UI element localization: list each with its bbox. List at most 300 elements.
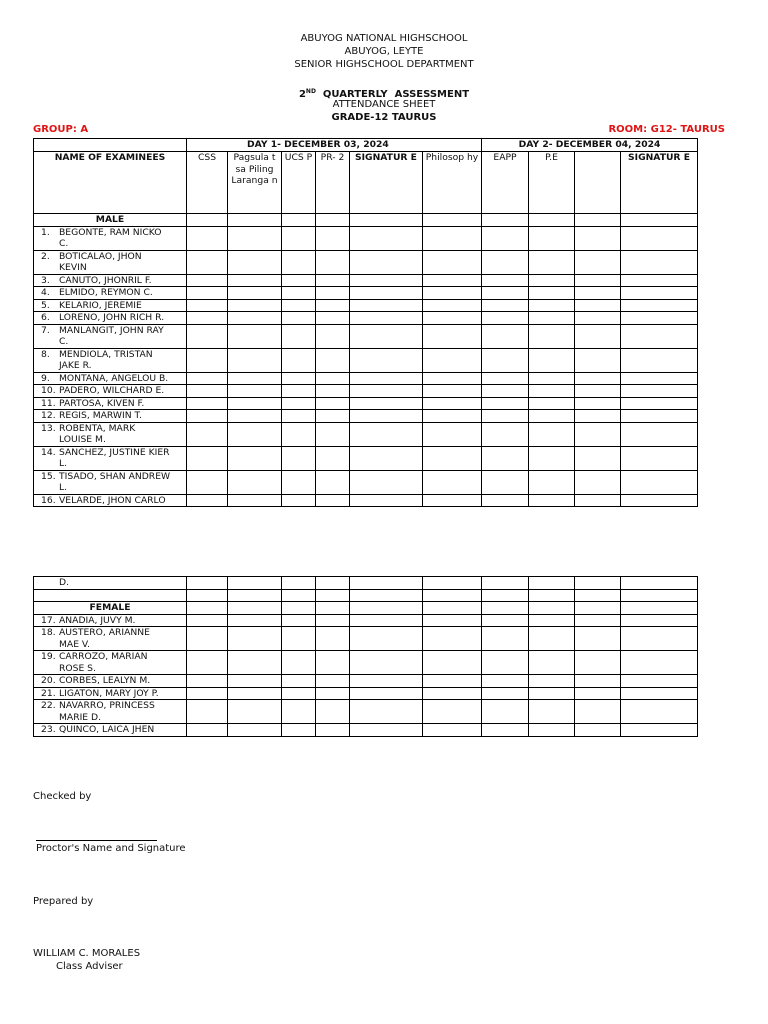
attendance-cell[interactable]: [316, 312, 350, 325]
attendance-cell[interactable]: [350, 274, 423, 287]
attendance-cell[interactable]: [529, 312, 575, 325]
examinee-name-cell: [34, 614, 187, 627]
room-label: ROOM: G12- TAURUS: [608, 124, 725, 135]
attendance-cell[interactable]: [187, 446, 228, 470]
attendance-cell[interactable]: [529, 397, 575, 410]
examinee-name: REGIS, MARWIN T.: [59, 410, 142, 421]
attendance-cell[interactable]: [423, 385, 482, 398]
attendance-cell[interactable]: [621, 324, 698, 348]
attendance-cell[interactable]: [282, 675, 316, 688]
attendance-cell[interactable]: [228, 627, 282, 651]
attendance-cell[interactable]: [350, 470, 423, 494]
attendance-cell[interactable]: [423, 397, 482, 410]
department-name: SENIOR HIGHSCHOOL DEPARTMENT: [294, 59, 474, 70]
attendance-cell[interactable]: [316, 687, 350, 700]
examinee-name: ROBENTA, MARK: [59, 422, 136, 434]
attendance-cell[interactable]: [575, 651, 621, 675]
attendance-cell[interactable]: [228, 324, 282, 348]
attendance-cell[interactable]: [282, 397, 316, 410]
attendance-cell[interactable]: [482, 287, 529, 300]
attendance-cell[interactable]: [575, 446, 621, 470]
attendance-cell[interactable]: [423, 470, 482, 494]
attendance-cell[interactable]: [621, 422, 698, 446]
attendance-cell[interactable]: [350, 446, 423, 470]
attendance-cell[interactable]: [316, 446, 350, 470]
attendance-cell[interactable]: [423, 274, 482, 287]
attendance-cell[interactable]: [423, 287, 482, 300]
attendance-cell[interactable]: [621, 250, 698, 274]
attendance-cell[interactable]: [575, 494, 621, 507]
attendance-cell[interactable]: [282, 724, 316, 737]
table-row: [34, 397, 698, 410]
attendance-cell[interactable]: [350, 372, 423, 385]
attendance-cell[interactable]: [228, 724, 282, 737]
attendance-cell[interactable]: [529, 724, 575, 737]
attendance-cell[interactable]: [575, 299, 621, 312]
attendance-cell[interactable]: [187, 226, 228, 250]
attendance-cell[interactable]: [350, 324, 423, 348]
attendance-cell[interactable]: [282, 651, 316, 675]
attendance-cell[interactable]: [423, 226, 482, 250]
attendance-cell[interactable]: [621, 687, 698, 700]
section-row-male: [34, 214, 698, 227]
attendance-cell[interactable]: [187, 324, 228, 348]
attendance-cell[interactable]: [482, 687, 529, 700]
table-row: [34, 687, 698, 700]
attendance-cell[interactable]: [529, 700, 575, 724]
examinee-name-cell: [34, 687, 187, 700]
attendance-cell[interactable]: [482, 324, 529, 348]
attendance-cell[interactable]: [350, 250, 423, 274]
examinee-name-continued: L.: [59, 482, 68, 493]
attendance-cell[interactable]: [316, 372, 350, 385]
attendance-cell[interactable]: [350, 614, 423, 627]
attendance-cell[interactable]: [187, 494, 228, 507]
attendance-cell[interactable]: [575, 724, 621, 737]
attendance-cell[interactable]: [187, 397, 228, 410]
examinee-name-cell: [34, 675, 187, 688]
attendance-cell[interactable]: [187, 627, 228, 651]
attendance-cell[interactable]: [423, 627, 482, 651]
col-header: PR- 2: [316, 152, 350, 214]
examinee-name: TISADO, SHAN ANDREW: [59, 470, 171, 482]
attendance-cell[interactable]: [423, 410, 482, 423]
examinee-name-cell: [34, 372, 187, 385]
examinee-name-continued: C.: [59, 238, 69, 249]
attendance-cell[interactable]: [282, 687, 316, 700]
attendance-cell[interactable]: [187, 614, 228, 627]
examinee-name-continued: C.: [59, 336, 69, 347]
attendance-cell[interactable]: [621, 675, 698, 688]
attendance-cell[interactable]: [228, 675, 282, 688]
attendance-cell[interactable]: [482, 494, 529, 507]
attendance-cell[interactable]: [282, 324, 316, 348]
attendance-cell[interactable]: [575, 287, 621, 300]
attendance-cell[interactable]: [482, 274, 529, 287]
table-row: [34, 324, 698, 348]
attendance-cell[interactable]: [423, 299, 482, 312]
attendance-cell[interactable]: [621, 724, 698, 737]
table-row: [34, 494, 698, 507]
attendance-cell[interactable]: [575, 687, 621, 700]
attendance-cell[interactable]: [228, 410, 282, 423]
attendance-cell[interactable]: [228, 651, 282, 675]
attendance-cell[interactable]: [187, 287, 228, 300]
attendance-cell[interactable]: [228, 372, 282, 385]
sheet-title: ATTENDANCE SHEET: [332, 99, 436, 110]
col-header: CSS: [187, 152, 228, 214]
attendance-cell[interactable]: [482, 385, 529, 398]
attendance-cell[interactable]: [187, 348, 228, 372]
attendance-cell[interactable]: [423, 348, 482, 372]
attendance-cell[interactable]: [228, 494, 282, 507]
attendance-cell[interactable]: [350, 287, 423, 300]
attendance-cell[interactable]: [529, 324, 575, 348]
attendance-cell[interactable]: [282, 410, 316, 423]
examinee-number: 12.: [41, 410, 56, 421]
attendance-cell[interactable]: [228, 385, 282, 398]
attendance-cell[interactable]: [482, 397, 529, 410]
attendance-cell[interactable]: [350, 348, 423, 372]
attendance-cell[interactable]: [529, 627, 575, 651]
examinee-name-continued: LOUISE M.: [59, 434, 106, 445]
attendance-cell[interactable]: [228, 287, 282, 300]
attendance-cell[interactable]: [423, 422, 482, 446]
attendance-cell[interactable]: [575, 675, 621, 688]
col-name-header: NAME OF EXAMINEES: [34, 152, 187, 214]
attendance-cell[interactable]: [350, 627, 423, 651]
attendance-cell[interactable]: [282, 372, 316, 385]
examinee-name: LIGATON, MARY JOY P.: [59, 687, 159, 699]
attendance-cell[interactable]: [529, 651, 575, 675]
attendance-cell[interactable]: [350, 700, 423, 724]
attendance-cell[interactable]: [575, 372, 621, 385]
attendance-cell[interactable]: [621, 700, 698, 724]
attendance-cell[interactable]: [621, 446, 698, 470]
attendance-cell[interactable]: [621, 385, 698, 398]
examinee-name: QUINCO, LAICA JHEN: [59, 724, 155, 735]
attendance-cell[interactable]: [282, 312, 316, 325]
attendance-cell[interactable]: [316, 675, 350, 688]
attendance-cell[interactable]: [316, 324, 350, 348]
day2-header: DAY 2- DECEMBER 04, 2024: [482, 139, 698, 152]
attendance-cell[interactable]: [282, 299, 316, 312]
examinee-name: MONTANA, ANGELOU B.: [59, 372, 169, 384]
attendance-cell[interactable]: [228, 614, 282, 627]
attendance-cell[interactable]: [316, 385, 350, 398]
attendance-cell[interactable]: [187, 410, 228, 423]
attendance-cell[interactable]: [529, 250, 575, 274]
examinee-name: NAVARRO, PRINCESS: [59, 700, 155, 711]
female-label: FEMALE: [34, 601, 187, 614]
attendance-cell[interactable]: [187, 470, 228, 494]
examinee-name-cell: [34, 348, 187, 372]
attendance-cell[interactable]: [423, 614, 482, 627]
attendance-cell[interactable]: [482, 312, 529, 325]
attendance-cell[interactable]: [316, 274, 350, 287]
attendance-cell[interactable]: [228, 687, 282, 700]
attendance-cell[interactable]: [282, 446, 316, 470]
attendance-cell[interactable]: [482, 700, 529, 724]
attendance-cell[interactable]: [423, 687, 482, 700]
examinee-number: 2.: [41, 250, 50, 262]
attendance-cell[interactable]: [529, 348, 575, 372]
examinee-name: AUSTERO, ARIANNE: [59, 627, 150, 638]
attendance-cell[interactable]: [282, 348, 316, 372]
attendance-cell[interactable]: [575, 422, 621, 446]
attendance-cell[interactable]: [316, 651, 350, 675]
attendance-cell[interactable]: [423, 372, 482, 385]
attendance-cell[interactable]: [282, 422, 316, 446]
attendance-cell[interactable]: [187, 724, 228, 737]
attendance-cell[interactable]: [575, 397, 621, 410]
examinee-number: 23.: [41, 724, 56, 735]
examinee-number: 20.: [41, 675, 56, 686]
attendance-cell[interactable]: [423, 250, 482, 274]
attendance-cell[interactable]: [529, 299, 575, 312]
attendance-cell[interactable]: [482, 372, 529, 385]
attendance-cell[interactable]: [187, 687, 228, 700]
attendance-cell[interactable]: [350, 397, 423, 410]
attendance-cell[interactable]: [316, 700, 350, 724]
attendance-cell[interactable]: [529, 446, 575, 470]
attendance-cell[interactable]: [575, 226, 621, 250]
table-row: [34, 422, 698, 446]
attendance-cell[interactable]: [350, 494, 423, 507]
attendance-cell[interactable]: [187, 372, 228, 385]
attendance-cell[interactable]: [423, 446, 482, 470]
male-label: MALE: [34, 214, 187, 227]
attendance-cell[interactable]: [228, 470, 282, 494]
examinee-name-cell: [34, 324, 187, 348]
attendance-cell[interactable]: [621, 274, 698, 287]
attendance-cell[interactable]: [350, 724, 423, 737]
table-row: [34, 700, 698, 724]
attendance-cell[interactable]: [423, 675, 482, 688]
attendance-cell[interactable]: [482, 299, 529, 312]
attendance-cell[interactable]: [228, 397, 282, 410]
attendance-cell[interactable]: [282, 470, 316, 494]
attendance-cell[interactable]: [482, 446, 529, 470]
attendance-cell[interactable]: [187, 385, 228, 398]
attendance-cell[interactable]: [482, 675, 529, 688]
attendance-cell[interactable]: [228, 422, 282, 446]
attendance-cell[interactable]: [282, 274, 316, 287]
attendance-cell[interactable]: [423, 651, 482, 675]
attendance-cell[interactable]: [423, 494, 482, 507]
examinee-number: 6.: [41, 312, 50, 323]
examinee-name: ANADIA, JUVY M.: [59, 614, 136, 626]
attendance-cell[interactable]: [228, 446, 282, 470]
attendance-cell[interactable]: [529, 372, 575, 385]
examinee-number: 15.: [41, 470, 56, 482]
attendance-cell[interactable]: [316, 724, 350, 737]
examinee-name: LORENO, JOHN RICH R.: [59, 312, 165, 323]
attendance-cell[interactable]: [316, 226, 350, 250]
attendance-cell[interactable]: [529, 470, 575, 494]
attendance-cell[interactable]: [282, 700, 316, 724]
attendance-cell[interactable]: [316, 470, 350, 494]
examinee-name: CORBES, LEALYN M.: [59, 675, 151, 686]
attendance-cell[interactable]: [482, 651, 529, 675]
attendance-cell[interactable]: [316, 299, 350, 312]
adviser-name: WILLIAM C. MORALES: [33, 948, 141, 959]
attendance-cell[interactable]: [575, 324, 621, 348]
col-header: SIGNATUR E: [350, 152, 423, 214]
attendance-cell[interactable]: [423, 700, 482, 724]
examinee-name-cell: [34, 226, 187, 250]
attendance-cell[interactable]: [529, 410, 575, 423]
attendance-cell[interactable]: [187, 250, 228, 274]
quarter-suffix: ND: [305, 88, 316, 95]
col-header: Philosop hy: [423, 152, 482, 214]
attendance-cell[interactable]: [350, 226, 423, 250]
attendance-cell[interactable]: [575, 627, 621, 651]
attendance-cell[interactable]: [423, 312, 482, 325]
prepared-by-label: Prepared by: [33, 896, 94, 907]
examinee-name: VELARDE, JHON CARLO: [59, 494, 166, 506]
attendance-cell[interactable]: [621, 397, 698, 410]
examinee-name-cell: [34, 287, 187, 300]
attendance-cell[interactable]: [621, 299, 698, 312]
examinee-number: 22.: [41, 700, 56, 711]
attendance-cell[interactable]: [187, 422, 228, 446]
section-row-female: [34, 601, 698, 614]
day1-header: DAY 1- DECEMBER 03, 2024: [187, 139, 482, 152]
attendance-cell[interactable]: [529, 385, 575, 398]
attendance-cell[interactable]: [575, 312, 621, 325]
attendance-cell[interactable]: [529, 226, 575, 250]
attendance-cell[interactable]: [621, 226, 698, 250]
attendance-cell[interactable]: [316, 287, 350, 300]
examinee-name-cell: [34, 700, 187, 724]
attendance-cell[interactable]: [621, 287, 698, 300]
attendance-cell[interactable]: [529, 274, 575, 287]
table-row: [34, 446, 698, 470]
attendance-cell[interactable]: [228, 348, 282, 372]
attendance-cell[interactable]: [187, 274, 228, 287]
attendance-cell[interactable]: [350, 410, 423, 423]
attendance-cell[interactable]: [621, 614, 698, 627]
attendance-cell[interactable]: [575, 348, 621, 372]
attendance-cell[interactable]: [187, 299, 228, 312]
attendance-cell[interactable]: [529, 422, 575, 446]
attendance-cell[interactable]: [316, 627, 350, 651]
examinee-name: ELMIDO, REYMON C.: [59, 287, 153, 298]
attendance-cell[interactable]: [316, 397, 350, 410]
attendance-cell[interactable]: [482, 627, 529, 651]
attendance-cell[interactable]: [282, 385, 316, 398]
attendance-cell[interactable]: [575, 470, 621, 494]
attendance-cell[interactable]: [423, 324, 482, 348]
attendance-cell[interactable]: [621, 651, 698, 675]
examinee-number: 8.: [41, 348, 50, 360]
attendance-cell[interactable]: [228, 226, 282, 250]
attendance-cell[interactable]: [621, 627, 698, 651]
attendance-cell[interactable]: [621, 494, 698, 507]
attendance-cell[interactable]: [350, 299, 423, 312]
attendance-cell[interactable]: [482, 348, 529, 372]
attendance-cell[interactable]: [282, 627, 316, 651]
examinee-number: 5.: [41, 299, 50, 311]
attendance-cell[interactable]: [621, 348, 698, 372]
attendance-cell[interactable]: [529, 687, 575, 700]
attendance-cell[interactable]: [575, 700, 621, 724]
attendance-cell[interactable]: [529, 287, 575, 300]
attendance-cell[interactable]: [316, 410, 350, 423]
attendance-cell[interactable]: [575, 614, 621, 627]
attendance-cell[interactable]: [187, 651, 228, 675]
examinee-name: CANUTO, JHONRIL F.: [59, 274, 152, 286]
attendance-cell[interactable]: [187, 700, 228, 724]
attendance-cell[interactable]: [316, 494, 350, 507]
attendance-cell[interactable]: [350, 385, 423, 398]
attendance-cell[interactable]: [621, 410, 698, 423]
attendance-cell[interactable]: [575, 385, 621, 398]
attendance-cell[interactable]: [350, 687, 423, 700]
attendance-cell[interactable]: [529, 614, 575, 627]
attendance-cell[interactable]: [316, 348, 350, 372]
attendance-cell[interactable]: [228, 312, 282, 325]
examinee-number: 7.: [41, 324, 50, 336]
attendance-cell[interactable]: [482, 410, 529, 423]
attendance-cell[interactable]: [423, 724, 482, 737]
attendance-cell[interactable]: [482, 614, 529, 627]
attendance-cell[interactable]: [282, 287, 316, 300]
attendance-cell[interactable]: [316, 422, 350, 446]
attendance-cell[interactable]: [282, 226, 316, 250]
attendance-cell[interactable]: [482, 422, 529, 446]
col-header: [575, 152, 621, 214]
continued-row: [34, 577, 698, 590]
col-header: SIGNATUR E: [621, 152, 698, 214]
attendance-cell[interactable]: [228, 700, 282, 724]
examinee-name: BOTICALAO, JHON: [59, 250, 142, 262]
attendance-cell[interactable]: [228, 250, 282, 274]
attendance-cell[interactable]: [316, 614, 350, 627]
attendance-cell[interactable]: [228, 274, 282, 287]
attendance-cell[interactable]: [482, 226, 529, 250]
attendance-cell[interactable]: [575, 250, 621, 274]
attendance-cell[interactable]: [529, 675, 575, 688]
attendance-cell[interactable]: [621, 372, 698, 385]
attendance-cell[interactable]: [350, 651, 423, 675]
attendance-cell[interactable]: [316, 250, 350, 274]
attendance-cell[interactable]: [529, 494, 575, 507]
attendance-cell[interactable]: [482, 724, 529, 737]
day-header-row: [34, 139, 698, 152]
attendance-cell[interactable]: [350, 675, 423, 688]
table-row: [34, 614, 698, 627]
examinee-number: 11.: [41, 397, 56, 409]
attendance-cell[interactable]: [282, 494, 316, 507]
attendance-cell[interactable]: [575, 410, 621, 423]
attendance-table: [33, 138, 698, 507]
attendance-cell[interactable]: [621, 312, 698, 325]
attendance-cell[interactable]: [282, 614, 316, 627]
attendance-cell[interactable]: [187, 675, 228, 688]
attendance-cell[interactable]: [350, 312, 423, 325]
attendance-cell[interactable]: [282, 250, 316, 274]
attendance-cell[interactable]: [482, 470, 529, 494]
attendance-cell[interactable]: [350, 422, 423, 446]
attendance-cell[interactable]: [575, 274, 621, 287]
attendance-cell[interactable]: [228, 299, 282, 312]
table-row: [34, 724, 698, 737]
attendance-cell[interactable]: [187, 312, 228, 325]
attendance-cell[interactable]: [482, 250, 529, 274]
attendance-cell[interactable]: [621, 470, 698, 494]
